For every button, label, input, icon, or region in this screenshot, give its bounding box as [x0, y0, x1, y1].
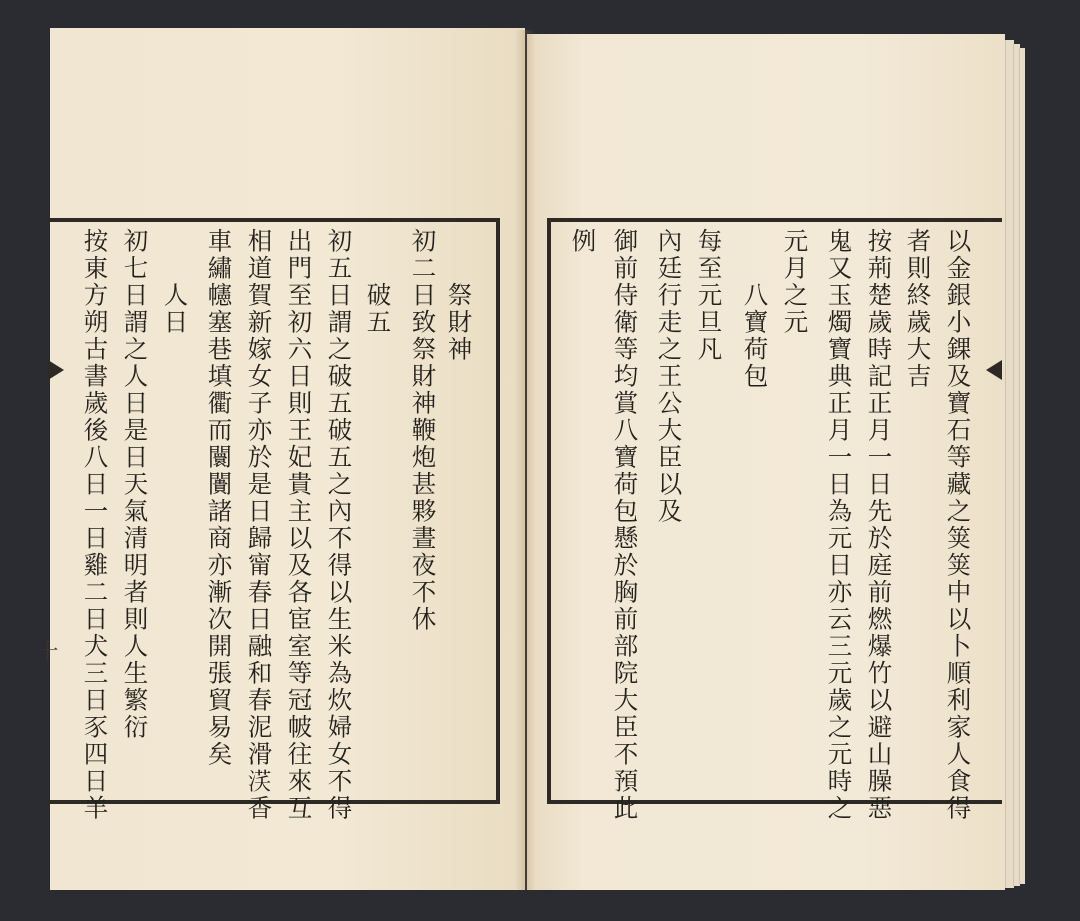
text-column: 車繡幰塞巷填衢而闤闠諸商亦漸次開張貿易矣 [204, 228, 234, 768]
text-column: 祭財神 [444, 282, 474, 363]
book-spine [515, 30, 535, 890]
text-column: 相道賀新嫁女子亦於是日歸甯春日融和春泥滑𣵽香 [244, 228, 274, 822]
fishtail-mark [986, 360, 1002, 380]
text-column: 者則終歲大吉 [903, 228, 933, 390]
page-edge [1019, 48, 1025, 884]
fishtail-mark [48, 360, 64, 380]
text-column: 出門至初六日則王妃貴主以及各宦室等冠帔往來互 [284, 228, 314, 822]
text-column: 按東方朔古書歲後八日一日雞二日犬三日豕四日羊 [80, 228, 110, 822]
text-column: 御前侍衛等均賞八寶荷包懸於胸前部院大臣不預此 [610, 228, 640, 822]
text-column: 初五日謂之破五破五之內不得以生米為炊婦女不得 [324, 228, 354, 822]
text-column: 元月之元 [780, 228, 810, 336]
text-column: 每至元旦凡 [694, 228, 724, 363]
text-column: 八寶荷包 [740, 282, 770, 390]
text-column: 按荊楚歲時記正月一日先於庭前燃爆竹以避山臊惡 [864, 228, 894, 822]
text-column: 鬼又玉燭寶典正月一日為元日亦云三元歲之元時之 [824, 228, 854, 822]
text-column: 例 [568, 228, 598, 255]
text-column: 以金銀小錁及寶石等藏之䇲䇲中以卜順利家人食得 [943, 228, 973, 822]
text-column: 初七日謂之人日是日天氣清明者則人生繁衍 [120, 228, 150, 741]
page-number: 十 [33, 640, 58, 662]
text-column: 初二日致祭財神鞭炮甚夥晝夜不休 [408, 228, 438, 633]
text-column: 破五 [363, 282, 393, 336]
text-column: 人日 [160, 282, 190, 336]
text-column: 內廷行走之王公大臣以及 [654, 228, 684, 525]
